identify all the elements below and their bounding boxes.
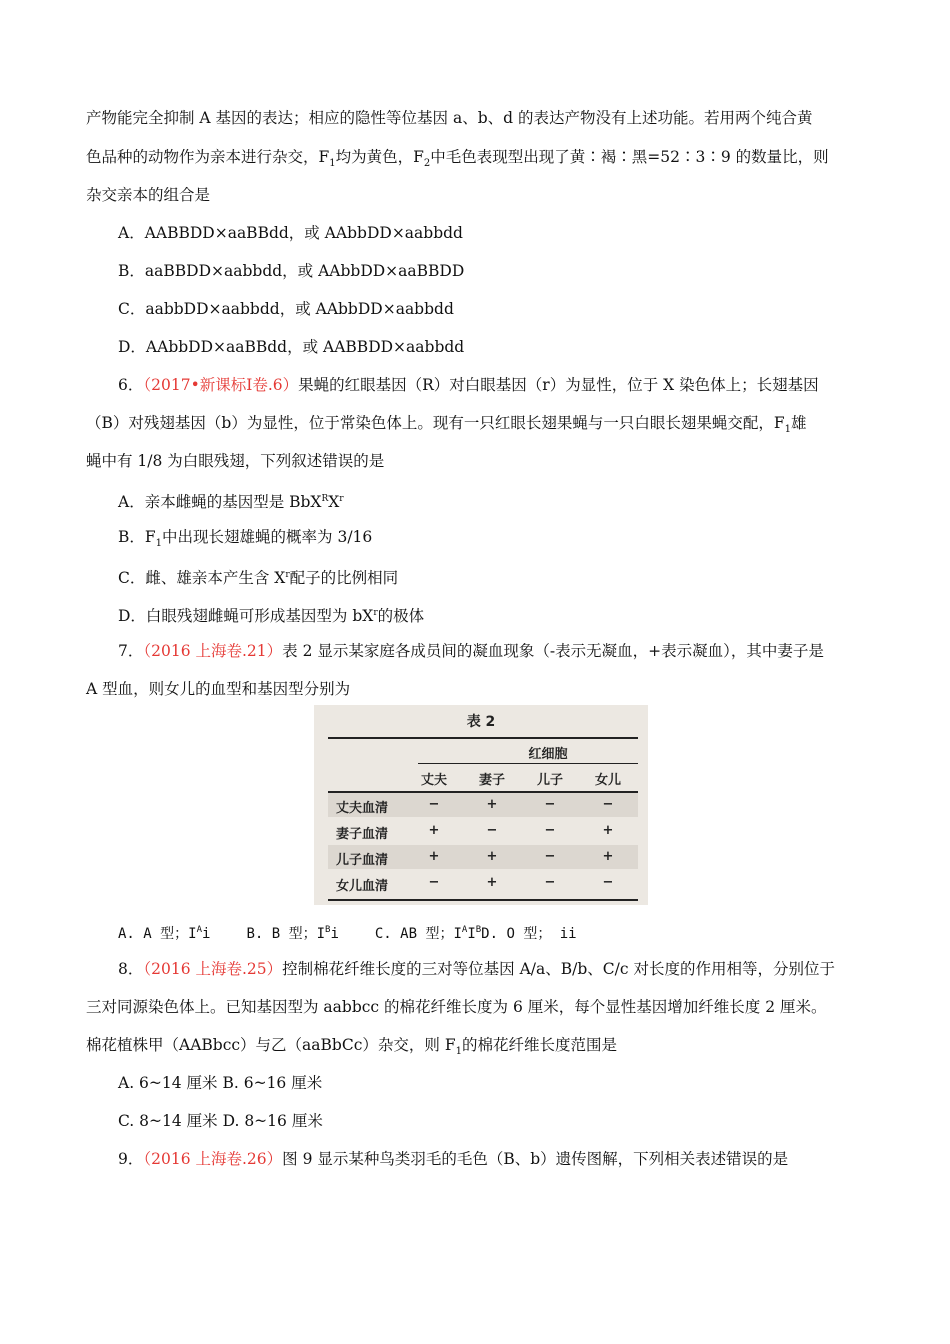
q6-stem-line-1: 6．（2017•新课标Ⅰ卷.6）果蝇的红眼基因（R）对白眼基因（r）为显性，位于 X 染色体上；长翅基因 — [118, 376, 819, 394]
table-cell: + — [602, 849, 614, 864]
q7-stem-line-2: A 型血，则女儿的血型和基因型分别为 — [86, 680, 351, 698]
table-row-label: 妻子血清 — [336, 827, 389, 842]
q8-options-cd: C. 8~14 厘米 D. 8~16 厘米 — [118, 1112, 323, 1130]
q5-stem-line-1: 产物能完全抑制 A 基因的表达；相应的隐性等位基因 a、b、d 的表达产物没有上述功能。若用两个纯合黄 — [86, 109, 813, 127]
q5-stem-line-2: 色品种的动物作为亲本进行杂交，$F_1$均为黄色，$F_2$中毛色表现型出现了黄∶褐∶黑=52∶3∶9 的数量比，则 — [86, 148, 829, 169]
table-bottom-rule — [328, 899, 638, 901]
q8-stem-line-3: 棉花植株甲（AABbcc）与乙（aaBbCc）杂交，则 $F_1$的棉花纤维长度范围是 — [86, 1036, 617, 1057]
table-cell: + — [428, 823, 440, 838]
table-row-label: 儿子血清 — [336, 853, 389, 868]
q9-stem-line-1: 9．（2016 上海卷.26）图 9 显示某种鸟类羽毛的毛色（B、b）遗传图解，下列相关表述错误的是 — [118, 1150, 789, 1168]
table-cell: − — [602, 797, 614, 812]
q7-options: A. A 型；$I^Ai$ B. B 型；$I^Bi$ C. AB 型；$I^AI^BD$. O 型； ii — [118, 925, 577, 942]
q6-option-d: D．白眼残翅雌蝇可形成基因型为 $bX^r$的极体 — [118, 607, 425, 625]
q7-source: （2016 上海卷.21） — [143, 642, 283, 660]
table-top-rule — [328, 737, 638, 739]
table-cell: − — [544, 823, 556, 838]
table-col-header: 丈夫 — [420, 773, 447, 788]
q6-option-b: B．$F_1$中出现长翅雄蝇的概率为 3/16 — [118, 528, 373, 549]
table-row-label: 女儿血清 — [336, 879, 389, 894]
q7-stem-line-1: 7．（2016 上海卷.21）表 2 显示某家庭各成员间的凝血现象（-表示无凝血，+表示凝血），其中妻子是 — [118, 642, 824, 660]
table-cell: − — [428, 875, 440, 890]
q9-source: （2016 上海卷.26） — [143, 1150, 283, 1168]
table-caption: 表 2 — [466, 714, 496, 730]
table-cell: + — [486, 849, 498, 864]
q8-source: （2016 上海卷.25） — [143, 960, 283, 978]
table-cell: + — [486, 875, 498, 890]
table-col-header: 儿子 — [536, 773, 563, 788]
table-cell: + — [602, 823, 614, 838]
table-2-image — [314, 705, 648, 905]
q8-stem-line-2: 三对同源染色体上。已知基因型为 aabbcc 的棉花纤维长度为 6 厘米，每个显性基因增加纤维长度 2 厘米。 — [86, 998, 827, 1016]
table-cell: − — [544, 849, 556, 864]
table-cell: + — [428, 849, 440, 864]
q5-option-b: B．aaBBDD×aabbdd，或 AAbbDD×aaBBDD — [118, 262, 465, 280]
q6-stem-line-3: 蝇中有 1/8 为白眼残翅，下列叙述错误的是 — [86, 452, 385, 470]
table-cell: − — [544, 875, 556, 890]
table-group-header: 红细胞 — [528, 747, 568, 762]
q8-stem-line-1: 8．（2016 上海卷.25）控制棉花纤维长度的三对等位基因 A/a、B/b、C/c 对长度的作用相等，分别位于 — [118, 960, 835, 978]
q5-option-d: D．AAbbDD×aaBBdd，或 AABBDD×aabbdd — [118, 338, 465, 356]
q6-stem-line-2: （B）对残翅基因（b）为显性，位于常染色体上。现有一只红眼长翅果蝇与一只白眼长翅果蝇交配，$F_1$雄 — [86, 414, 807, 435]
table-cell: − — [428, 797, 440, 812]
table-row-label: 丈夫血清 — [336, 801, 389, 816]
q5-option-a: A．AABBDD×aaBBdd，或 AAbbDD×aabbdd — [118, 224, 463, 242]
q8-options-ab: A. 6~14 厘米 B. 6~16 厘米 — [118, 1074, 323, 1092]
table-cell: − — [486, 823, 498, 838]
q5-option-c: C．aabbDD×aabbdd，或 AAbbDD×aabbdd — [118, 300, 454, 318]
q6-source: （2017•新课标Ⅰ卷.6） — [143, 376, 299, 394]
q6-option-c: C．雌、雄亲本产生含 $X^r$配子的比例相同 — [118, 569, 399, 587]
table-col-header: 妻子 — [478, 773, 505, 788]
q5-stem-line-3: 杂交亲本的组合是 — [86, 186, 211, 204]
table-cell: − — [544, 797, 556, 812]
table-cell: − — [602, 875, 614, 890]
table-group-rule — [418, 763, 638, 764]
table-col-header: 女儿 — [594, 773, 621, 788]
table-cell: + — [486, 797, 498, 812]
q6-option-a: A．亲本雌蝇的基因型是 $BbX^RX^r$ — [118, 493, 344, 511]
